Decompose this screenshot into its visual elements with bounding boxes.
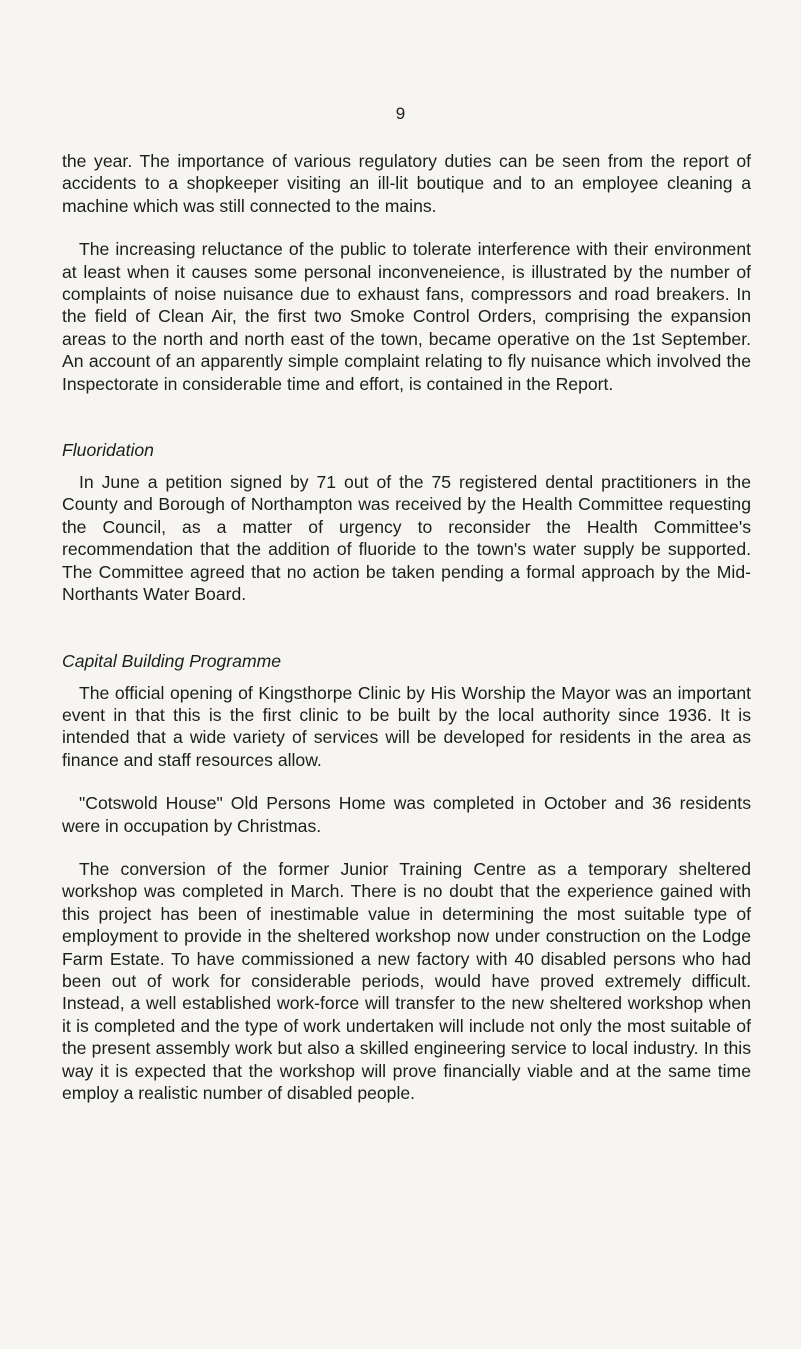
page-number: 9 xyxy=(395,104,406,123)
fluoridation-paragraph-1: In June a petition signed by 71 out of the 75 registered dental practitioners in the County and Borough of Northampton was received by the Health Committee requesting the Council, as a matter of urgency to reconsider the Health Committee's recommendation that the addition of fluoride to the town's water supply be supported. The Committee agreed that no action be taken pending a formal approach by the Mid-Northants Water Board. xyxy=(62,472,751,605)
capital-building-heading: Capital Building Programme xyxy=(62,650,282,671)
fluoridation-heading: Fluoridation xyxy=(62,440,154,461)
capital-building-paragraph-2: "Cotswold House" Old Persons Home was completed in October and 36 residents were in occupation by Christmas. xyxy=(62,793,751,836)
capital-building-paragraph-1: The official opening of Kingsthorpe Clinic by His Worship the Mayor was an important event in that this is the first clinic to be built by the local authority since 1936. It is intended that a wide variety of services will be developed for residents in the area as finance and staff resources allow. xyxy=(62,682,751,770)
fluoridation-section xyxy=(62,439,751,605)
intro-paragraph-2: The increasing reluctance of the public to tolerate interference with their environment at least when it causes some personal inconveneience, is illustrated by the number of complaints of noise nuisance due to exhaust fans, compressors and road breakers. In the field of Clean Air, the first two Smoke Control Orders, comprising the expansion areas to the north and north east of the town, became operative on the 1st September. An account of an apparently simple complaint relating to fly nuisance which involved the Inspectorate in considerable time and effort, is contained in the Report. xyxy=(62,239,751,394)
page-content xyxy=(62,150,751,1104)
intro-paragraph-1: the year. The importance of various regulatory duties can be seen from the report of accidents to a shopkeeper visiting an ill-lit boutique and to an employee cleaning a machine which was still connected to the mains. xyxy=(62,151,751,216)
capital-building-section xyxy=(62,650,751,1105)
capital-building-paragraph-3: The conversion of the former Junior Training Centre as a temporary sheltered workshop was completed in March. There is no doubt that the experience gained with this project has been of inestimable value in determining the most suitable type of employment to provide in the sheltered workshop now under construction on the Lodge Farm Estate. To have commissioned a new factory with 40 disabled persons who had been out of work for considerable periods, would have proved extremely difficult. Instead, a well established work-force will transfer to the new sheltered workshop when it is completed and the type of work undertaken will include not only the most suitable of the present assembly work but also a skilled engineering service to local industry. In this way it is expected that the workshop will prove financially viable and at the same time employ a realistic number of disabled people. xyxy=(62,858,751,1103)
